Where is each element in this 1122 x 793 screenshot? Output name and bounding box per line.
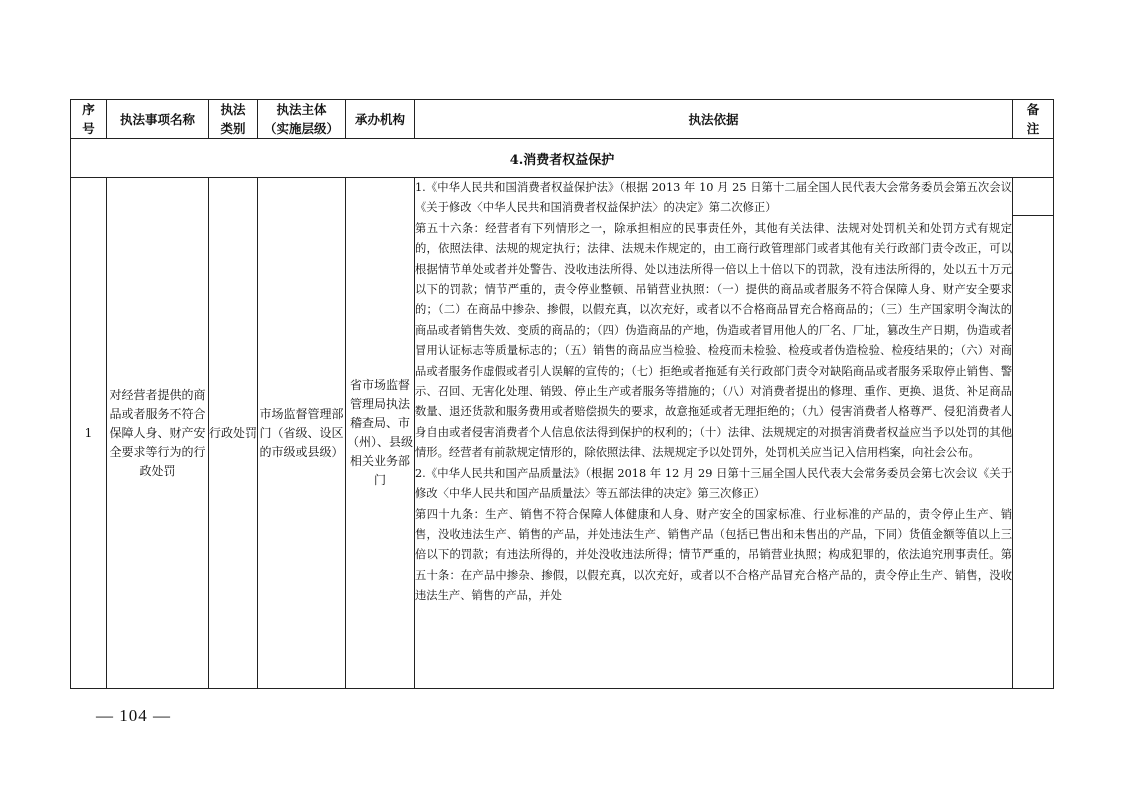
header-subject — [258, 100, 346, 139]
page-number: — 104 — — [96, 706, 171, 725]
header-category — [209, 100, 258, 139]
header-seq-line1: 序 — [82, 102, 95, 117]
header-basis: 执法依据 — [415, 100, 1013, 139]
basis-paragraph-4: 第四十九条：生产、销售不符合保障人体健康和人身、财产安全的国家标准、行业标准的产品的，责令停止生产、销售，没收违法生产、销售的产品，并处违法生产、销售产品（包括已售出和未售出的产品，下同）货值金额等值以上三倍以下的罚款；有违法所得的，并处没收违法所得；情节严重的，吊销营业执照；构成犯罪的，依法追究刑事责任。第五十条：在产品中掺杂、掺假，以假充真，以次充好，或者以不合格产品冒充合格产品的，责令停止生产、销售，没收违法生产、销售的产品，并处 — [415, 507, 1012, 603]
basis-paragraph-1: 1.《中华人民共和国消费者权益保护法》（根据 2013 年 10 月 25 日第十二届全国人民代表大会常务委员会第五次会议《关于修改〈中华人民共和国消费者权益保护法〉的决定》第二次修正） — [415, 181, 1012, 215]
row-seq: 1 — [71, 178, 107, 689]
header-remark-line2: 注 — [1026, 121, 1040, 136]
row-item-name: 对经营者提供的商品或者服务不符合保障人身、财产安全要求等行为的行政处罚 — [107, 178, 209, 689]
header-item-name: 执法事项名称 — [107, 100, 209, 139]
header-subject-line1: 执法主体 — [276, 102, 327, 117]
header-seq-line2: 号 — [82, 121, 95, 136]
row-basis — [415, 178, 1013, 689]
row-agency: 省市场监督管理局执法稽查局、市（州）、县级相关业务部门 — [346, 178, 415, 689]
header-agency: 承办机构 — [346, 100, 415, 139]
basis-paragraph-3: 2.《中华人民共和国产品质量法》（根据 2018 年 12 月 29 日第十三届全国人民代表大会常务委员会第七次会议《关于修改〈中华人民共和国产品质量法〉等五部法律的决定》第三次修正） — [415, 466, 1012, 501]
header-remark — [1013, 100, 1054, 139]
section-title: 4.消费者权益保护 — [71, 139, 1054, 178]
remark-divider — [1013, 215, 1053, 216]
header-category-line2: 类别 — [220, 121, 246, 136]
table-header-row — [71, 100, 1054, 139]
row-subject: 市场监督管理部门（省级、设区的市级或县级） — [258, 178, 346, 689]
enforcement-items-table — [70, 99, 1054, 689]
header-category-line1: 执法 — [220, 102, 246, 117]
row-remark — [1013, 178, 1054, 689]
header-remark-line1: 备 — [1026, 102, 1040, 117]
basis-paragraph-2: 第五十六条：经营者有下列情形之一，除承担相应的民事责任外，其他有关法律、法规对处罚机关和处罚方式有规定的，依照法律、法规的规定执行；法律、法规未作规定的，由工商行政管理部门或者其他有关行政部门责令改正，可以根据情节单处或者并处警告、没收违法所得、处以违法所得一倍以上十倍以下的罚款，没有违法所得的，处以五十万元以下的罚款；情节严重的，责令停业整顿、吊销营业执照：（一）提供的商品或者服务不符合保障人身、财产安全要求的；（二）在商品中掺杂、掺假，以假充真，以次充好，或者以不合格商品冒充合格商品的；（三）生产国家明令淘汰的商品或者销售失效、变质的商品的；（四）伪造商品的产地，伪造或者冒用他人的厂名、厂址，篡改生产日期，伪造或者冒用认证标志等质量标志的；（五）销售的商品应当检验、检疫而未检验、检疫或者伪造检验、检疫结果的；（六）对商品或者服务作虚假或者引人误解的宣传的；（七）拒绝或者拖延有关行政部门责令对缺陷商品或者服务采取停止销售、警示、召回、无害化处理、销毁、停止生产或者服务等措施的；（八）对消费者提出的修理、重作、更换、退货、补足商品数量、退还货款和服务费用或者赔偿损失的要求，故意拖延或者无理拒绝的；（九）侵害消费者人格尊严、侵犯消费者人身自由或者侵害消费者个人信息依法得到保护的权利的；（十）法律、法规规定的对损害消费者权益应当予以处罚的其他情形。经营者有前款规定情形的，除依照法律、法规规定予以处罚外，处罚机关应当记入信用档案，向社会公布。 — [415, 221, 1012, 460]
table-row — [71, 178, 1054, 689]
header-seq — [71, 100, 107, 139]
section-row — [71, 139, 1054, 178]
row-category: 行政处罚 — [209, 178, 258, 689]
header-subject-line2: （实施层级） — [263, 121, 339, 136]
